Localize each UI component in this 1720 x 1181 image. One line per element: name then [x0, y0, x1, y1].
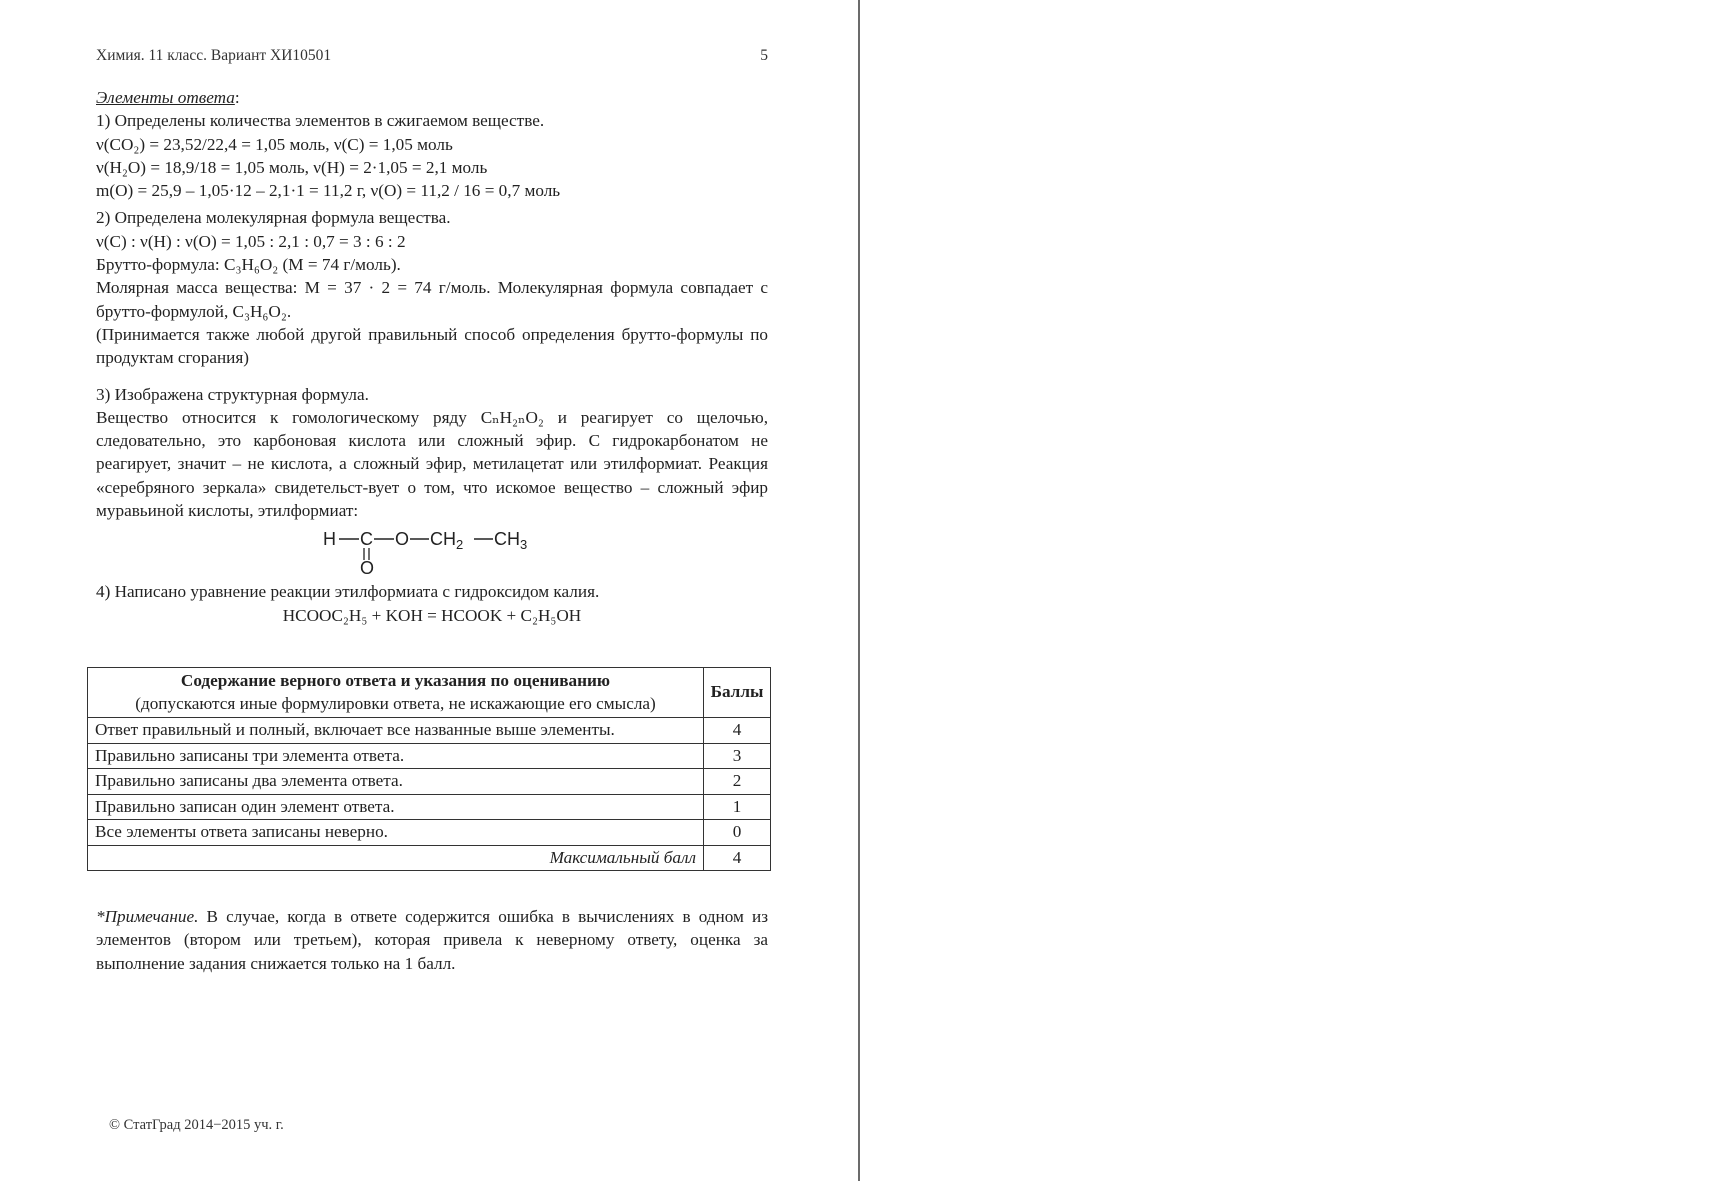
- note-text: В случае, когда в ответе содержится ошибка в вычислениях в одном из элементов (втором или третьем), которая привела к неверному ответу, оценка за выполнение задания снижается только на 1 балл.: [96, 907, 768, 973]
- step1-line: ν(CO₂) = 23,52/22,4 = 1,05 моль, ν(C) = 1,05 моль: [96, 134, 453, 154]
- answer-elements-heading: Элементы ответа:: [96, 88, 240, 107]
- criterion-points: 4: [704, 718, 771, 744]
- answer-content: [96, 86, 768, 627]
- max-score-points: 4: [704, 845, 771, 871]
- formula-group-ch2: $CH_2$: [430, 529, 464, 553]
- criterion-points: 3: [704, 743, 771, 769]
- step2-molar-mass: Молярная масса вещества: M = 37 · 2 = 74 г/моль. Молекулярная формула совпадает с брутто-формулой, C₃H₆O₂.: [96, 278, 768, 321]
- note-label: *Примечание.: [96, 907, 199, 926]
- structural-formula: [96, 522, 768, 576]
- table-row: [88, 718, 771, 744]
- page-header-title: Химия. 11 класс. Вариант ХИ10501: [96, 47, 332, 64]
- step2-also-accepted: (Принимается также любой другой правильный способ определения брутто-формулы по продуктам сгорания): [96, 324, 768, 368]
- criterion-text: Все элементы ответа записаны неверно.: [88, 820, 704, 846]
- criterion-text: Правильно записаны два элемента ответа.: [88, 769, 704, 795]
- criterion-points: 2: [704, 769, 771, 795]
- formula-group-ch3: $CH_3$: [494, 529, 528, 553]
- criterion-text: Ответ правильный и полный, включает все названные выше элементы.: [88, 718, 704, 744]
- table-row: [88, 794, 771, 820]
- step4-title: 4) Написано уравнение реакции этилформиата с гидроксидом калия.: [96, 582, 600, 602]
- table-max-row: [88, 845, 771, 871]
- page-header: [96, 47, 768, 65]
- page-number: 5: [760, 47, 768, 64]
- page-footer: © СтатГрад 2014−2015 уч. г.: [109, 1117, 284, 1133]
- formula-atom-c: C: [360, 529, 373, 550]
- step1-line: m(O) = 25,9 – 1,05·12 – 2,1·1 = 11,2 г, ν(O) = 11,2 / 16 = 0,7 моль: [96, 181, 561, 201]
- step2-title: 2) Определена молекулярная формула вещества.: [96, 208, 451, 228]
- table-row: [88, 769, 771, 795]
- step3-text: Вещество относится к гомологическому ряду CₙH₂ₙO₂ и реагирует со щелочью, следовательно, это карбоновая кислота или сложный эфир. С гидрокарбонатом не реагирует, значит – не кислота, а сложный эфир, метилацетат или этилформиат. Реакция «серебряного зеркала» свидетельст-вует о том, что искомое вещество – сложный эфир муравьиной кислоты, этилформиат:: [96, 407, 768, 521]
- step2-ratio: ν(C) : ν(H) : ν(O) = 1,05 : 2,1 : 0,7 = 3 : 6 : 2: [96, 231, 406, 251]
- table-header-points: Баллы: [704, 668, 771, 718]
- ethyl-formate-structure: [321, 522, 561, 576]
- step1-line: ν(H₂O) = 18,9/18 = 1,05 моль, ν(H) = 2·1,05 = 2,1 моль: [96, 157, 488, 177]
- max-score-label: Максимальный балл: [88, 845, 704, 871]
- criterion-text: Правильно записан один элемент ответа.: [88, 794, 704, 820]
- table-header-criteria: Содержание верного ответа и указания по оцениванию (допускаются иные формулировки ответа, не искажающие его смысла): [88, 668, 704, 718]
- formula-atom-h: H: [323, 529, 336, 550]
- table-row: [88, 820, 771, 846]
- criterion-points: 0: [704, 820, 771, 846]
- formula-atom-o-bridge: O: [395, 529, 410, 550]
- page-divider: [858, 0, 860, 1181]
- step2-gross-formula: Брутто-формула: C₃H₆O₂ (M = 74 г/моль).: [96, 255, 401, 275]
- formula-atom-o-double: O: [360, 558, 375, 577]
- criterion-text: Правильно записаны три элемента ответа.: [88, 743, 704, 769]
- step3-title: 3) Изображена структурная формула.: [96, 384, 369, 404]
- criterion-points: 1: [704, 794, 771, 820]
- scoring-note: [96, 905, 768, 975]
- table-row: [88, 743, 771, 769]
- table-header-row: [88, 668, 771, 718]
- step4-equation: HCOOC₂H₅ + KOH = HCOOK + C₂H₅OH: [282, 605, 582, 625]
- step1-title: 1) Определены количества элементов в сжигаемом веществе.: [96, 111, 545, 131]
- scoring-table: [87, 667, 771, 871]
